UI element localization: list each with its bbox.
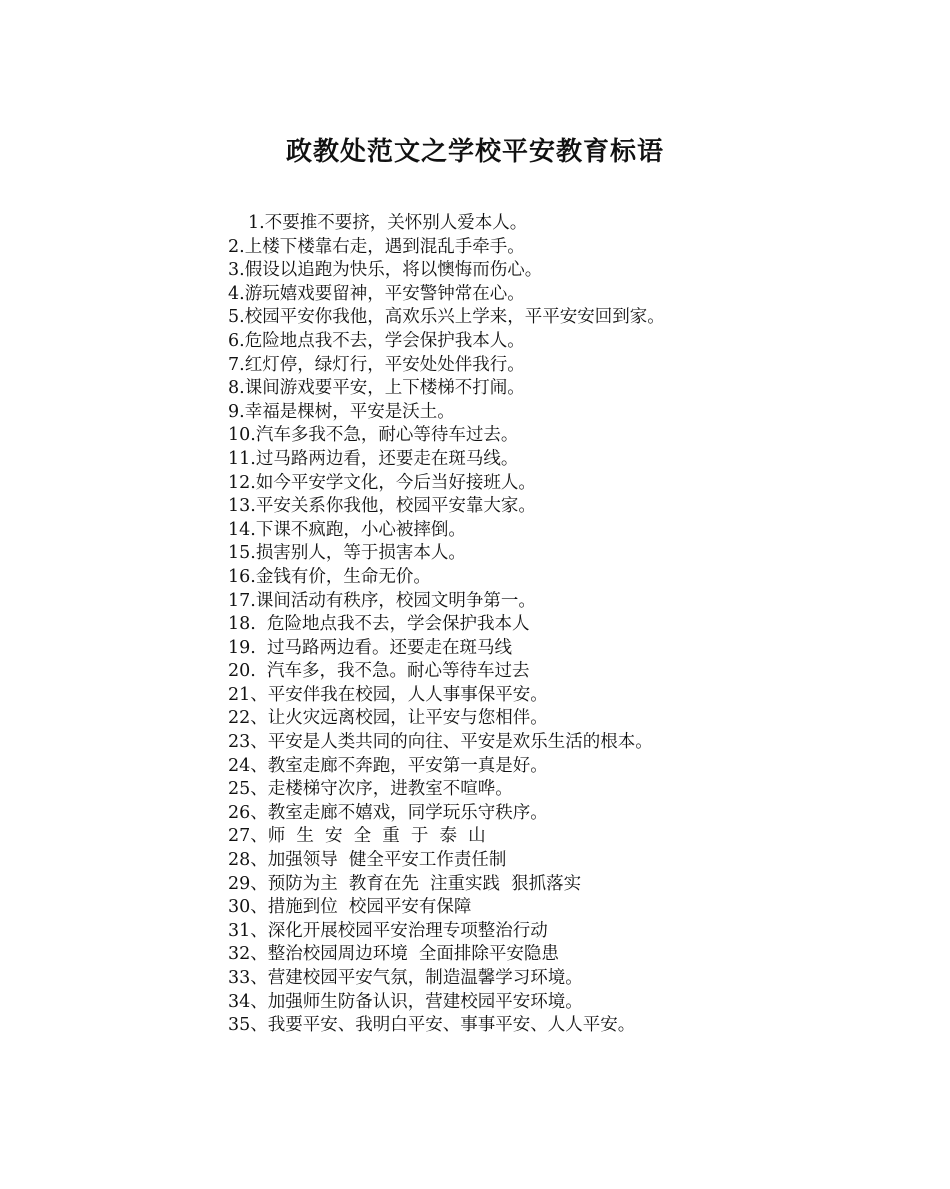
list-item: 24、教室走廊不奔跑，平安第一真是好。 — [228, 755, 548, 776]
list-item: 17.课间活动有秩序，校园文明争第一。 — [228, 590, 536, 611]
list-item: 16.金钱有价，生命无价。 — [228, 566, 431, 587]
list-item: 14.下课不疯跑，小心被摔倒。 — [228, 519, 466, 540]
list-item: 30、措施到位 校园平安有保障 — [228, 897, 472, 918]
list-item: 2.上楼下楼靠右走，遇到混乱手牵手。 — [228, 236, 525, 257]
list-item: 22、让火灾远离校园，让平安与您相伴。 — [228, 708, 548, 729]
list-item: 27、师 生 安 全 重 于 泰 山 — [228, 826, 486, 847]
list-item: 5.校园平安你我他，高欢乐兴上学来，平平安安回到家。 — [228, 307, 665, 328]
list-item: 11.过马路两边看，还要走在斑马线。 — [228, 448, 519, 469]
list-item: 4.游玩嬉戏要留神，平安警钟常在心。 — [228, 283, 525, 304]
list-item: 34、加强师生防备认识，营建校园平安环境。 — [228, 991, 583, 1012]
slogan-list — [228, 212, 928, 1038]
list-item: 26、教室走廊不嬉戏，同学玩乐守秩序。 — [228, 802, 548, 823]
list-item: 33、营建校园平安气氛，制造温馨学习环境。 — [228, 968, 583, 988]
list-item: 10.汽车多我不急，耐心等待车过去。 — [228, 425, 519, 446]
list-item: 21、平安伴我在校园，人人事事保平安。 — [228, 684, 548, 705]
list-item: 1.不要推不要挤，关怀别人爱本人。 — [248, 213, 528, 233]
list-item: 13.平安关系你我他，校园平安靠大家。 — [228, 496, 536, 517]
list-item: 23、平安是人类共同的向往、平安是欢乐生活的根本。 — [228, 732, 653, 753]
list-item: 12.如今平安学文化，今后当好接班人。 — [228, 472, 536, 493]
list-item: 20. 汽车多，我不急。耐心等待车过去 — [228, 661, 530, 682]
list-item: 35、我要平安、我明白平安、事事平安、人人平安。 — [228, 1015, 636, 1036]
list-item: 25、走楼梯守次序，进教室不喧哗。 — [228, 779, 513, 800]
list-item: 3.假设以追跑为快乐，将以懊悔而伤心。 — [228, 260, 543, 281]
list-item: 31、深化开展校园平安治理专项整治行动 — [228, 920, 548, 941]
list-item: 9.幸福是棵树，平安是沃土。 — [228, 401, 455, 422]
list-item: 15.损害别人，等于损害本人。 — [228, 543, 466, 564]
list-item: 32、整治校园周边环境 全面排除平安隐患 — [228, 944, 559, 965]
list-item: 7.红灯停，绿灯行，平安处处伴我行。 — [228, 354, 525, 375]
list-item: 29、预防为主 教育在先 注重实践 狠抓落实 — [228, 873, 582, 894]
document-title: 政教处范文之学校平安教育标语 — [285, 137, 664, 167]
list-item: 19. 过马路两边看。还要走在斑马线 — [228, 637, 512, 658]
list-item: 6.危险地点我不去，学会保护我本人。 — [228, 330, 525, 351]
list-item: 28、加强领导 健全平安工作责任制 — [228, 850, 507, 871]
list-item: 18. 危险地点我不去，学会保护我本人 — [228, 614, 530, 635]
list-item: 8.课间游戏要平安，上下楼梯不打闹。 — [228, 378, 525, 399]
